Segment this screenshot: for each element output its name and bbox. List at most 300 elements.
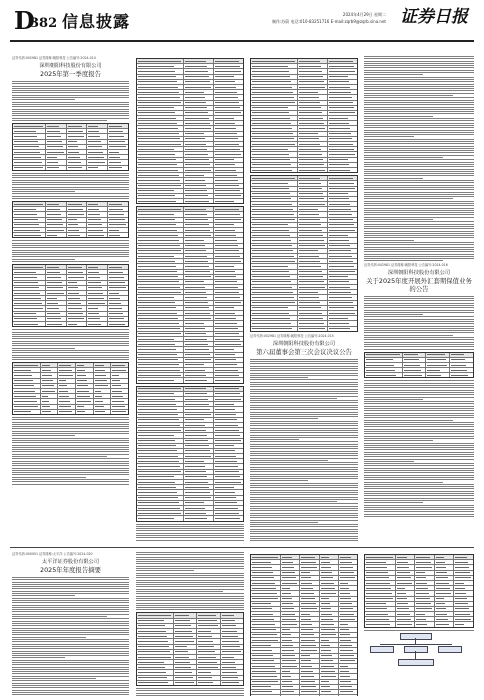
table-cell (214, 106, 243, 110)
text-line (12, 359, 129, 360)
table-cell (67, 228, 88, 232)
table-cell (46, 296, 67, 300)
table-cell (214, 413, 243, 417)
text-line (364, 463, 474, 464)
table-cell (300, 648, 319, 652)
table-cell (137, 111, 184, 115)
column-3 (250, 56, 358, 542)
table-cell (298, 316, 328, 320)
table-cell (137, 459, 184, 463)
table-cell (339, 674, 357, 678)
table-cell (221, 660, 243, 664)
table-cell (214, 275, 243, 279)
table-cell (137, 387, 184, 391)
table-cell (251, 321, 298, 325)
table-cell (67, 145, 88, 149)
table-cell (137, 433, 184, 437)
table-cell (184, 428, 214, 432)
data-table (12, 362, 129, 415)
table-cell (251, 301, 298, 305)
table-cell (251, 327, 298, 331)
table-cell (184, 132, 214, 136)
table-cell (137, 194, 184, 198)
table-cell (298, 116, 328, 120)
text-line (12, 424, 129, 425)
table-cell (328, 212, 357, 216)
table-cell (197, 665, 220, 669)
table-cell (328, 90, 357, 94)
text-line (12, 651, 129, 652)
table-cell (251, 295, 298, 299)
table-cell (67, 296, 88, 300)
text-line (364, 346, 474, 347)
table-cell (339, 576, 357, 580)
table-cell (365, 560, 396, 564)
text-line (364, 136, 414, 137)
table-cell (13, 373, 41, 377)
table-cell (454, 576, 473, 580)
table-cell (298, 249, 328, 253)
table-cell (184, 163, 214, 167)
table-cell (328, 264, 357, 268)
text-line (364, 491, 474, 492)
text-line (12, 243, 129, 244)
diagram-box (404, 646, 428, 653)
text-line (250, 421, 358, 422)
table-cell (365, 576, 396, 580)
table-cell (137, 168, 184, 172)
table-cell (339, 571, 357, 575)
table-cell (137, 254, 184, 258)
text-line (12, 259, 75, 260)
table-cell (184, 511, 214, 515)
table-cell (454, 591, 473, 595)
table-cell (137, 624, 174, 628)
table-cell (137, 207, 184, 211)
table-cell (298, 290, 328, 294)
text-block (364, 296, 474, 350)
table-cell (58, 410, 76, 414)
table-cell (251, 259, 298, 263)
table-cell (251, 90, 298, 94)
table-row (137, 516, 243, 520)
text-line (364, 447, 474, 448)
table-cell (13, 291, 46, 295)
table-cell (298, 254, 328, 258)
table-cell (13, 166, 46, 170)
table-cell (328, 238, 357, 242)
text-line (250, 414, 358, 415)
table-cell (298, 202, 328, 206)
text-line (12, 598, 129, 599)
table-cell (251, 643, 281, 647)
table-cell (415, 602, 435, 606)
table-cell (184, 228, 214, 232)
table-cell (298, 259, 328, 263)
table-cell (137, 670, 174, 674)
table-cell (339, 565, 357, 569)
table-cell (298, 95, 328, 99)
masthead-rule (10, 40, 474, 42)
text-line (136, 609, 244, 610)
table-cell (328, 69, 357, 73)
text-line (250, 432, 358, 433)
table-cell (108, 296, 128, 300)
text-line (12, 449, 129, 450)
table-cell (87, 306, 108, 310)
table-cell (298, 306, 328, 310)
text-line (364, 125, 474, 126)
table-cell (137, 59, 184, 63)
text-line (12, 481, 129, 482)
text-line (250, 517, 358, 518)
text-line (12, 111, 129, 112)
table-cell (328, 218, 357, 222)
table-cell (365, 373, 403, 377)
table-cell (396, 565, 416, 569)
table-cell (300, 560, 319, 564)
table-cell (87, 155, 108, 159)
table-cell (87, 212, 108, 216)
text-line (250, 476, 358, 477)
table-cell (251, 306, 298, 310)
text-line (250, 485, 358, 486)
table-cell (197, 681, 220, 685)
text-line (250, 510, 358, 511)
text-line (364, 303, 474, 304)
table-cell (137, 290, 184, 294)
table-cell (328, 270, 357, 274)
table-cell (137, 655, 174, 659)
text-line (250, 483, 358, 484)
text-line (250, 361, 358, 362)
table-cell (46, 129, 67, 133)
table-cell (184, 158, 214, 162)
table-cell (197, 639, 220, 643)
table-cell (184, 501, 214, 505)
text-line (12, 120, 107, 121)
table-cell (251, 147, 298, 151)
table-cell (13, 301, 46, 305)
text-line (12, 104, 129, 105)
text-line (364, 321, 474, 322)
table-cell (46, 150, 67, 154)
text-line (364, 67, 474, 68)
text-line (12, 472, 129, 473)
text-line (12, 175, 129, 176)
text-line (12, 584, 129, 585)
table-cell (426, 368, 450, 372)
table-cell (298, 275, 328, 279)
table-cell (214, 516, 243, 520)
text-line (250, 400, 358, 401)
table-cell (300, 633, 319, 637)
table-cell (251, 685, 281, 689)
diagram-box (370, 646, 394, 653)
table-cell (221, 634, 243, 638)
text-line (12, 685, 129, 686)
table-cell (251, 158, 298, 162)
text-line (12, 86, 129, 87)
table-cell (396, 602, 416, 606)
table-cell (67, 160, 88, 164)
table-cell (339, 617, 357, 621)
table-cell (94, 394, 112, 398)
data-table (250, 58, 358, 173)
text-line (250, 490, 358, 491)
table-cell (174, 650, 197, 654)
text-line (12, 240, 129, 241)
table-cell (339, 690, 357, 694)
text-line (12, 250, 129, 251)
table-cell (320, 695, 339, 696)
table-cell (13, 207, 46, 211)
table-cell (403, 368, 427, 372)
text-line (364, 332, 474, 333)
table-cell (396, 591, 416, 595)
table-cell (174, 645, 197, 649)
table-cell (46, 124, 67, 128)
table-cell (214, 95, 243, 99)
table-cell (298, 69, 328, 73)
table-cell (251, 576, 281, 580)
table-cell (328, 187, 357, 191)
text-line (364, 221, 474, 222)
table-cell (251, 555, 281, 559)
table-cell (111, 410, 128, 414)
text-line (250, 451, 358, 452)
text-line (364, 244, 474, 245)
section-letter: D (14, 6, 35, 35)
text-line (364, 219, 433, 220)
table-cell (67, 166, 88, 170)
table-cell (87, 223, 108, 227)
text-line (364, 260, 443, 261)
notice-code-line: 证券代码:000001 证券简称:太平洋 公告编号:2024-020 (12, 552, 93, 556)
table-cell (184, 194, 214, 198)
table-cell (214, 464, 243, 468)
table-cell (137, 106, 184, 110)
table-cell (87, 312, 108, 316)
text-line (12, 438, 129, 439)
table-cell (298, 90, 328, 94)
text-line (12, 343, 129, 344)
text-line (136, 695, 244, 696)
text-line (364, 146, 474, 147)
table-cell (396, 586, 416, 590)
text-block (12, 577, 129, 696)
table-cell (184, 295, 214, 299)
table-cell (221, 645, 243, 649)
table-cell (214, 244, 243, 248)
text-line (364, 93, 474, 94)
text-line (136, 526, 244, 527)
text-line (12, 474, 129, 475)
table-cell (13, 322, 46, 326)
table-cell (454, 555, 473, 559)
text-line (250, 492, 358, 493)
table-cell (214, 439, 243, 443)
text-line (250, 529, 358, 530)
table-cell (328, 111, 357, 115)
table-cell (184, 238, 214, 242)
text-line (250, 407, 358, 408)
text-line (12, 637, 86, 638)
text-line (136, 580, 244, 581)
table-cell (320, 622, 339, 626)
table-cell (184, 121, 214, 125)
table-cell (298, 142, 328, 146)
table-cell (137, 132, 184, 136)
table-cell (137, 199, 184, 203)
table-cell (339, 628, 357, 632)
text-line (12, 177, 129, 178)
table-cell (251, 270, 298, 274)
text-line (136, 598, 244, 599)
text-line (12, 586, 129, 587)
table-cell (137, 516, 184, 520)
table-cell (214, 444, 243, 448)
table-cell (415, 571, 435, 575)
table-cell (328, 80, 357, 84)
table-cell (184, 407, 214, 411)
table-cell (251, 111, 298, 115)
table-cell (298, 158, 328, 162)
table-cell (184, 207, 214, 211)
notice-title: 2025年第一季度报告 (40, 70, 101, 78)
table-cell (365, 571, 396, 575)
text-line (364, 157, 443, 158)
table-cell (87, 317, 108, 321)
table-cell (13, 286, 46, 290)
table-cell (339, 638, 357, 642)
text-line (364, 498, 474, 499)
table-cell (298, 218, 328, 222)
text-line (364, 159, 474, 160)
table-cell (251, 674, 281, 678)
table-cell (251, 591, 281, 595)
table-cell (184, 392, 214, 396)
table-cell (281, 654, 300, 658)
table-cell (214, 75, 243, 79)
text-line (250, 437, 358, 438)
text-line (12, 198, 129, 199)
table-cell (281, 628, 300, 632)
text-line (364, 316, 474, 317)
table-cell (197, 629, 220, 633)
table-cell (281, 633, 300, 637)
text-line (364, 166, 474, 167)
table-cell (415, 591, 435, 595)
text-line (12, 113, 129, 114)
table-cell (339, 612, 357, 616)
table-cell (197, 650, 220, 654)
table-cell (184, 321, 214, 325)
table-cell (426, 353, 450, 357)
text-line (364, 330, 474, 331)
text-line (12, 692, 129, 693)
text-line (250, 455, 358, 456)
table-cell (137, 301, 184, 305)
table-cell (251, 648, 281, 652)
table-cell (67, 275, 88, 279)
table-cell (137, 311, 184, 315)
table-cell (298, 233, 328, 237)
table-cell (403, 363, 427, 367)
table-cell (174, 655, 197, 659)
notice-company: 深圳朝阳科技股份有限公司 (272, 340, 336, 347)
table-cell (184, 189, 214, 193)
table-cell (197, 645, 220, 649)
table-cell (137, 660, 174, 664)
table-cell (281, 617, 300, 621)
table-cell (87, 160, 108, 164)
text-line (250, 428, 358, 429)
text-line (250, 524, 358, 525)
table-cell (137, 259, 184, 263)
table-row (13, 322, 128, 326)
table-cell (435, 576, 455, 580)
table-cell (281, 680, 300, 684)
table-cell (300, 571, 319, 575)
table-cell (328, 249, 357, 253)
table-cell (298, 207, 328, 211)
text-line (364, 148, 474, 149)
table-cell (251, 152, 298, 156)
table-cell (197, 655, 220, 659)
text-line (250, 499, 358, 500)
table-cell (435, 560, 455, 564)
table-cell (328, 116, 357, 120)
table-cell (221, 629, 243, 633)
table-cell (251, 669, 281, 673)
table-cell (184, 506, 214, 510)
text-line (364, 514, 474, 515)
table-cell (46, 212, 67, 216)
table-cell (450, 373, 473, 377)
table-cell (214, 132, 243, 136)
table-cell (251, 121, 298, 125)
text-line (136, 693, 244, 694)
table-cell (281, 565, 300, 569)
text-line (250, 538, 358, 539)
table-cell (214, 280, 243, 284)
table-cell (67, 322, 88, 326)
text-line (364, 472, 474, 473)
table-cell (137, 511, 184, 515)
text-line (250, 363, 358, 364)
table-cell (365, 622, 396, 626)
table-cell (184, 316, 214, 320)
table-cell (46, 145, 67, 149)
table-cell (298, 80, 328, 84)
table-cell (328, 280, 357, 284)
table-cell (339, 685, 357, 689)
table-cell (46, 223, 67, 227)
text-line (364, 387, 474, 388)
table-cell (328, 152, 357, 156)
text-line (12, 579, 129, 580)
table-cell (214, 392, 243, 396)
table-cell (298, 111, 328, 115)
table-cell (251, 101, 298, 105)
table-cell (214, 337, 243, 341)
table-cell (328, 285, 357, 289)
table-cell (298, 64, 328, 68)
text-line (12, 99, 75, 100)
text-line (136, 600, 244, 601)
text-line (364, 123, 474, 124)
